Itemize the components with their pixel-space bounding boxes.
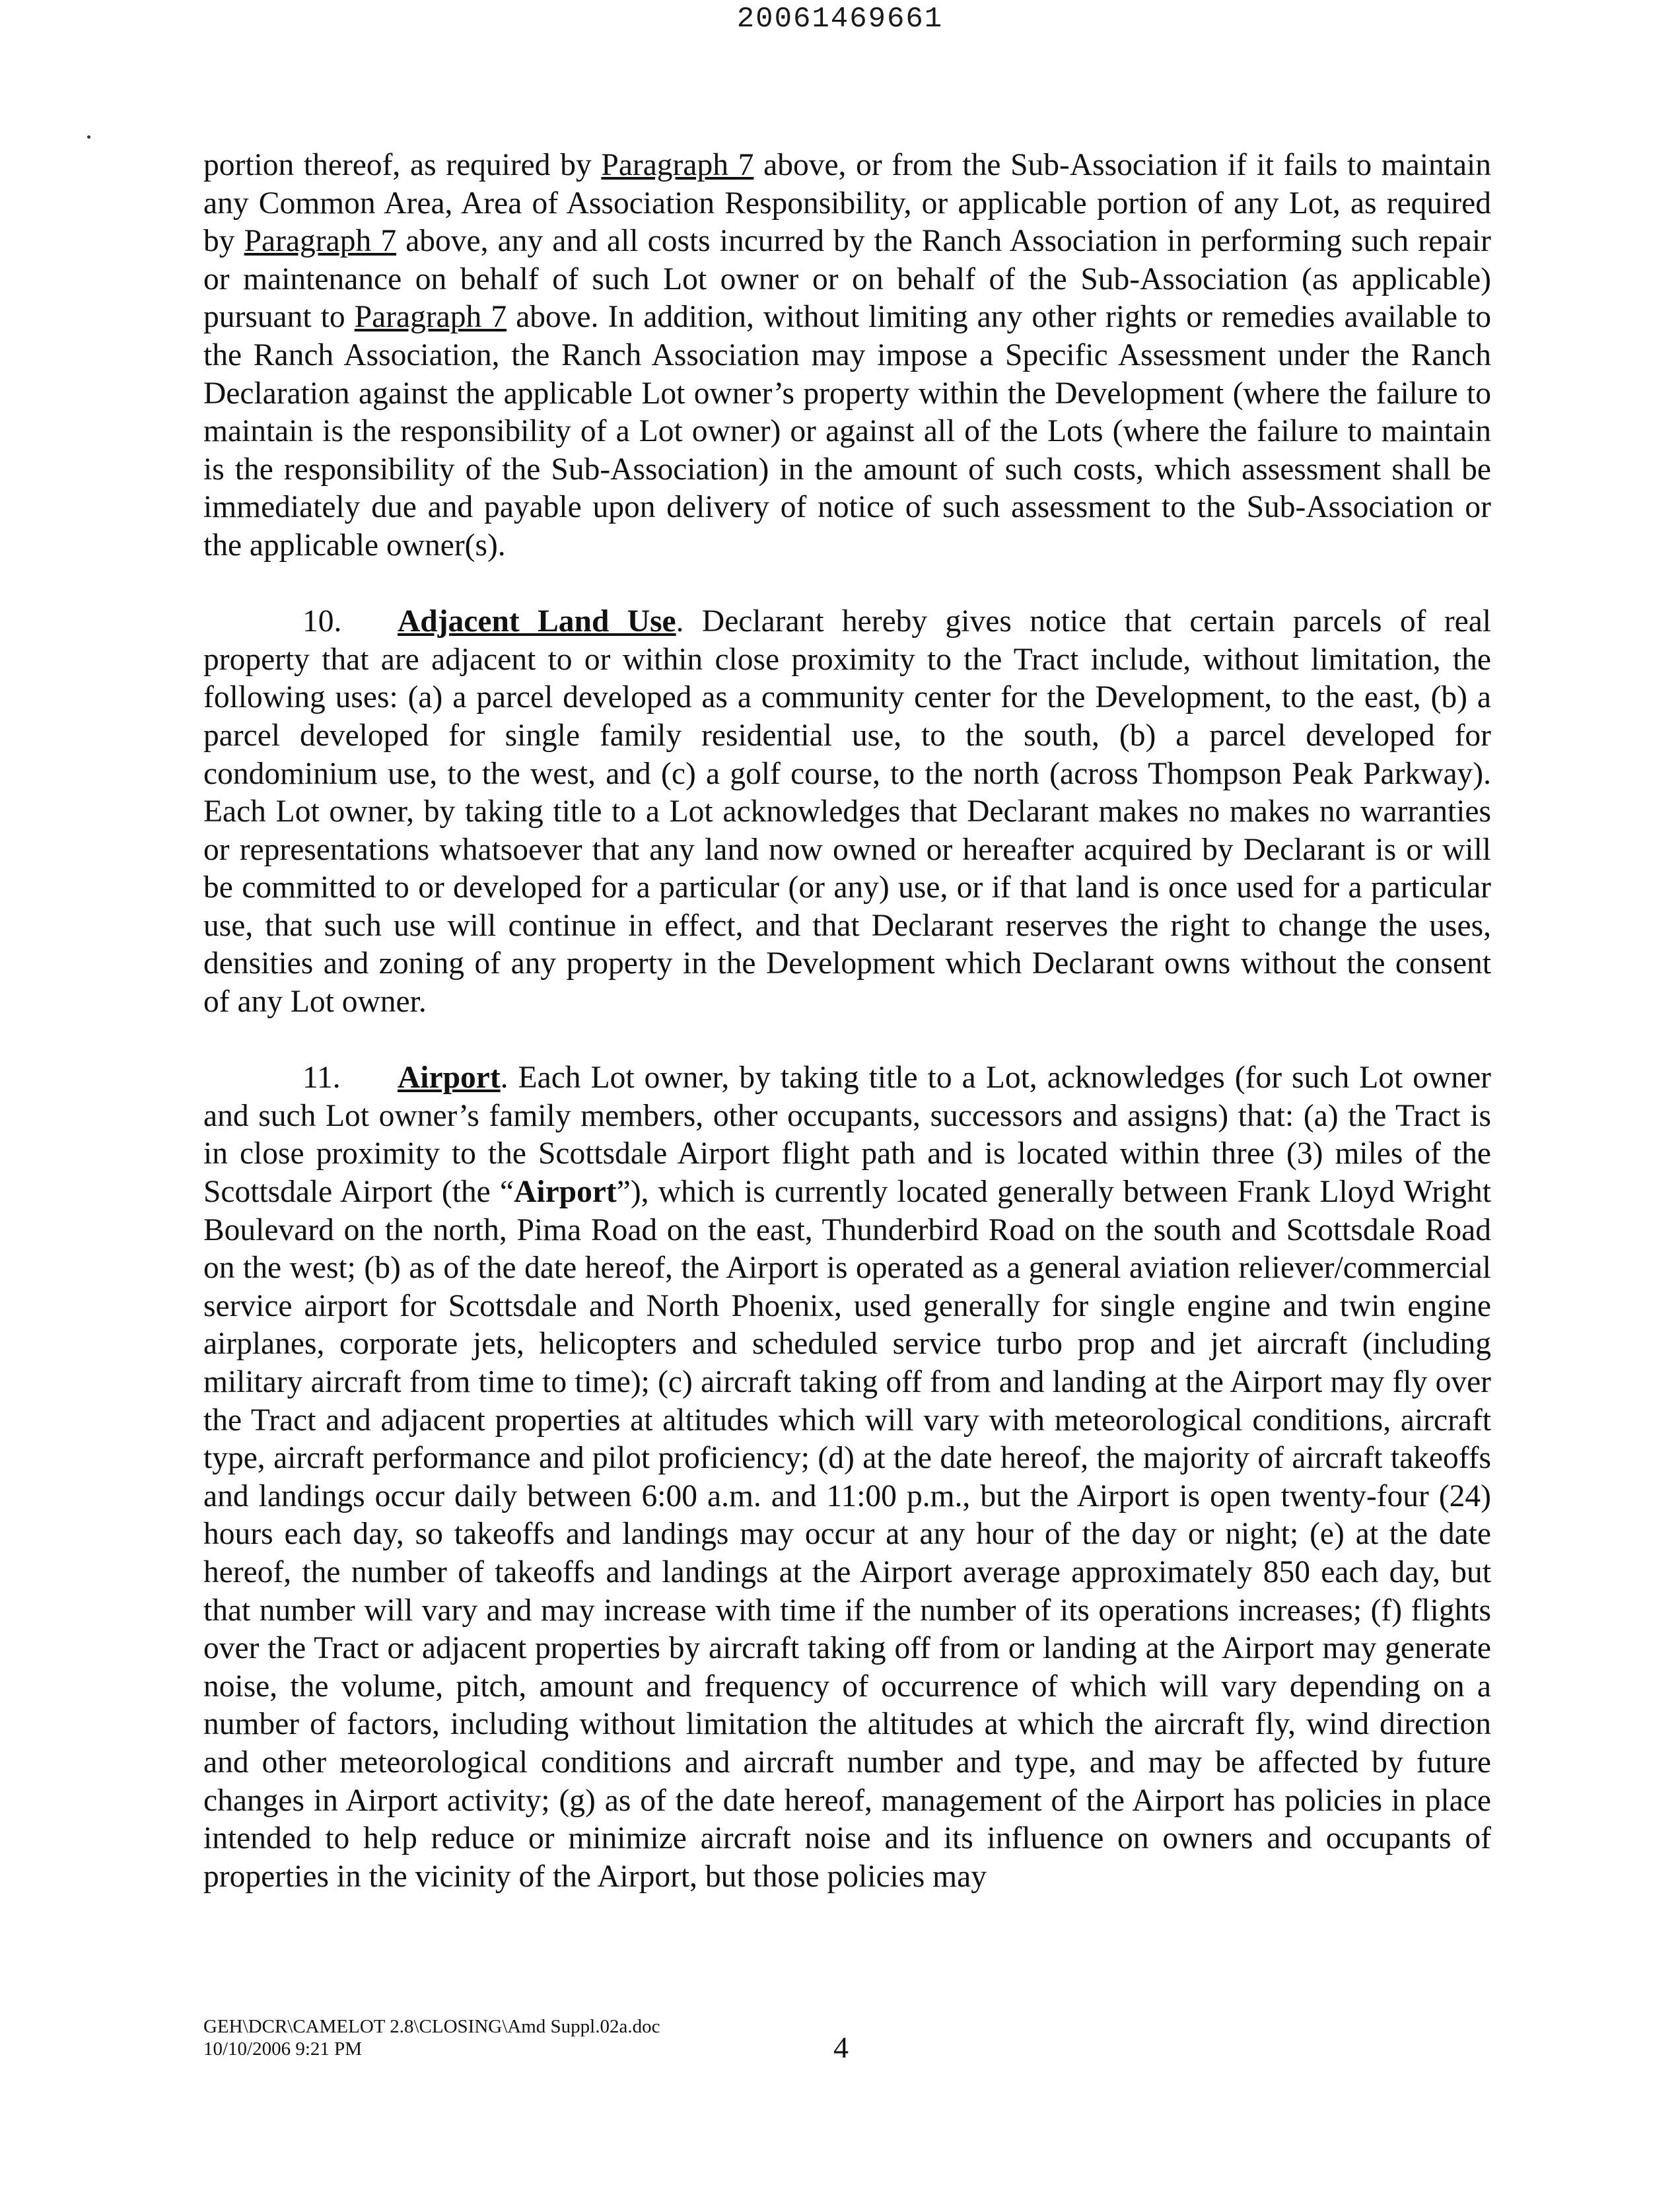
footer-file-path: GEH\DCR\CAMELOT 2.8\CLOSING\Amd Suppl.02a.doc bbox=[203, 2016, 660, 2037]
paragraph-11-text-a: . Each Lot owner, by taking title to a Lot, acknowledges (for such Lot owner and such Lot owner’s family members, other occupants, successors and assigns) that: (a) the Tract is in close proximity to the Scottsdale Airport flight path and is located within three (3) miles of the Scottsdale Airport (the “ bbox=[203, 1060, 1491, 1210]
page-number: 4 bbox=[833, 2031, 849, 2064]
paragraph-9-continuation bbox=[203, 147, 1491, 565]
paragraph-11-heading: Airport bbox=[398, 1060, 501, 1095]
paragraph-10-heading: Adjacent Land Use bbox=[398, 604, 676, 639]
p9-text-2: above, or from the Sub-Association if it fails to maintain any Common Area, Area of Association Responsibility, or applicable portion of any Lot, as required by bbox=[203, 148, 1491, 259]
paragraph-11 bbox=[203, 1059, 1491, 1896]
p9-text-4: above. In addition, without limiting any other rights or remedies available to the Ranch Association, the Ranch Association may impose a Specific Assessment under the Ranch Declaration against the applicable Lot owner’s property within the Development (where the failure to maintain is the responsibility of a Lot owner) or against all of the Lots (where the failure to maintain is the responsibility of the Sub-Association) in the amount of such costs, which assessment shall be immediately due and payable upon delivery of notice of such assessment to the Sub-Association or the applicable owner(s). bbox=[203, 300, 1491, 563]
paragraph-7-reference: Paragraph 7 bbox=[601, 148, 754, 182]
paragraph-10-number: 10. bbox=[302, 604, 342, 639]
paragraph-10 bbox=[203, 603, 1491, 1022]
airport-defined-term: Airport bbox=[514, 1175, 617, 1210]
paragraph-7-reference: Paragraph 7 bbox=[354, 300, 507, 335]
footer-timestamp: 10/10/2006 9:21 PM bbox=[203, 2038, 363, 2060]
paragraph-11-text-b: ”), which is currently located generally between Frank Lloyd Wright Boulevard on the north, Pima Road on the east, Thunderbird Road on the south and Scottsdale Road on the west; (b) as of the date hereof, the Airport is operated as a general aviation reliever/commercial service airport for Scottsdale and North Phoenix, used generally for single engine and twin engine airplanes, corporate jets, helicopters and scheduled service turbo prop and jet aircraft (including military aircraft from time to time); (c) aircraft taking off from and landing at the Airport may fly over the Tract and adjacent properties at altitudes which will vary with meteorological conditions, aircraft type, aircraft performance and pilot proficiency; (d) at the date hereof, the majority of aircraft takeoffs and landings occur daily between 6:00 a.m. and 11:00 p.m., but the Airport is open twenty-four (24) hours each day, so takeoffs and landings may occur at any hour of the day or night; (e) at the date hereof, the number of takeoffs and landings at the Airport average approximately 850 each day, but that number will vary and may increase with time if the number of its operations increases; (f) flights over the Tract or adjacent properties by aircraft taking off from or landing at the Airport may generate noise, the volume, pitch, amount and frequency of occurrence of which will vary depending on a number of factors, including without limitation the altitudes at which the aircraft fly, wind direction and other meteorological conditions and aircraft number and type, and may be affected by future changes in Airport activity; (g) as of the date hereof, management of the Airport has policies in place intended to help reduce or minimize aircraft noise and its influence on owners and occupants of properties in the vicinity of the Airport, but those policies may bbox=[203, 1175, 1491, 1894]
p9-text-3: above, any and all costs incurred by the Ranch Association in performing such repair or maintenance on behalf of such Lot owner or on behalf of the Sub-Association (as applicable) pursuant to bbox=[203, 224, 1492, 335]
document-body bbox=[203, 147, 1491, 1934]
scan-speck bbox=[87, 135, 90, 139]
paragraph-11-number: 11. bbox=[302, 1060, 341, 1095]
paragraph-7-reference: Paragraph 7 bbox=[244, 224, 397, 259]
recording-number: 20061469661 bbox=[736, 3, 944, 36]
footer-document-info bbox=[203, 2015, 660, 2060]
paragraph-10-text: . Declarant hereby gives notice that certain parcels of real property that are adjacent to or within close proximity to the Tract include, without limitation, the following uses: (a) a parcel developed as a community center for the Development, to the east, (b) a parcel developed for single family residential use, to the south, (b) a parcel developed for condominium use, to the west, and (c) a golf course, to the north (across Thompson Peak Parkway). Each Lot owner, by taking title to a Lot acknowledges that Declarant makes no makes no warranties or representations whatsoever that any land now owned or hereafter acquired by Declarant is or will be committed to or developed for a particular (or any) use, or if that land is once used for a particular use, that such use will continue in effect, and that Declarant reserves the right to change the uses, densities and zoning of any property in the Development which Declarant owns without the consent of any Lot owner. bbox=[203, 604, 1491, 1020]
p9-text-1: portion thereof, as required by bbox=[203, 148, 602, 182]
